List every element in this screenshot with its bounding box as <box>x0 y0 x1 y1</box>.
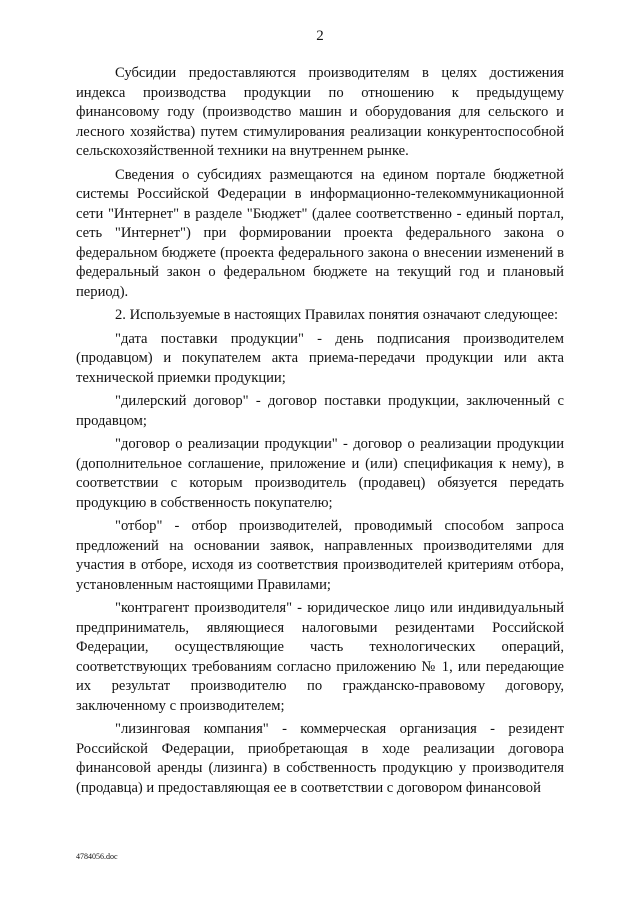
paragraph-definition-leasing-company: "лизинговая компания" - коммерческая организация - резидент Российской Федерации, приобретающая в ходе реализации договора финансовой аренды (лизинга) в собственность продукцию у производителя (продавца) и предоставляющая ее в соответствии с договором финансовой <box>76 721 564 796</box>
paragraph-definition-sales-contract: "договор о реализации продукции" - договор о реализации продукции (дополнительное соглашение, приложение и (или) спецификация к нему), в соответствии с которым производитель (продавец) обязуется передать продукцию в собственность покупателю; <box>76 436 564 511</box>
paragraph-definitions-intro: 2. Используемые в настоящих Правилах понятия означают следующее: <box>115 307 559 323</box>
document-body <box>76 64 564 802</box>
paragraph-definition-selection: "отбор" - отбор производителей, проводимый способом запроса предложений на основании заявок, направленных производителями для участия в отборе, исходя из соответствия производителей критериям отбора, установленным настоящими Правилами; <box>76 518 564 593</box>
page-number: 2 <box>316 28 324 44</box>
footer-filename: 4784056.doc <box>76 852 118 861</box>
paragraph-subsidies-purpose: Субсидии предоставляются производителям в целях достижения индекса производства продукции по отношению к предыдущему финансовому году (производство машин и оборудования для сельского и лесного хозяйства) путем стимулирования реализации конкурентоспособной сельскохозяйственной техники на внутреннем рынке. <box>76 65 564 159</box>
paragraph-definition-delivery-date: "дата поставки продукции" - день подписания производителем (продавцом) и покупателем акта приема-передачи продукции или акта технической приемки продукции; <box>76 330 564 386</box>
paragraph-definition-counterparty: "контрагент производителя" - юридическое лицо или индивидуальный предприниматель, являющиеся налоговыми резидентами Российской Федерации, осуществляющие часть технологических операций, соответствующих требованиям согласно приложению № 1, или передающие их результат производителю по гражданско-правовому договору, заключенному с производителем; <box>76 600 564 714</box>
paragraph-subsidies-info: Сведения о субсидиях размещаются на едином портале бюджетной системы Российской Федерации в информационно-телекоммуникационной сети "Интернет" в разделе "Бюджет" (далее соответственно - единый портал, сеть "Интернет") при формировании проекта федерального закона о федеральном бюджете (проекта федерального закона о внесении изменений в федеральный закон о федеральном бюджете на текущий год и плановый период). <box>76 166 564 300</box>
paragraph-definition-dealer-contract: "дилерский договор" - договор поставки продукции, заключенный с продавцом; <box>76 393 564 429</box>
